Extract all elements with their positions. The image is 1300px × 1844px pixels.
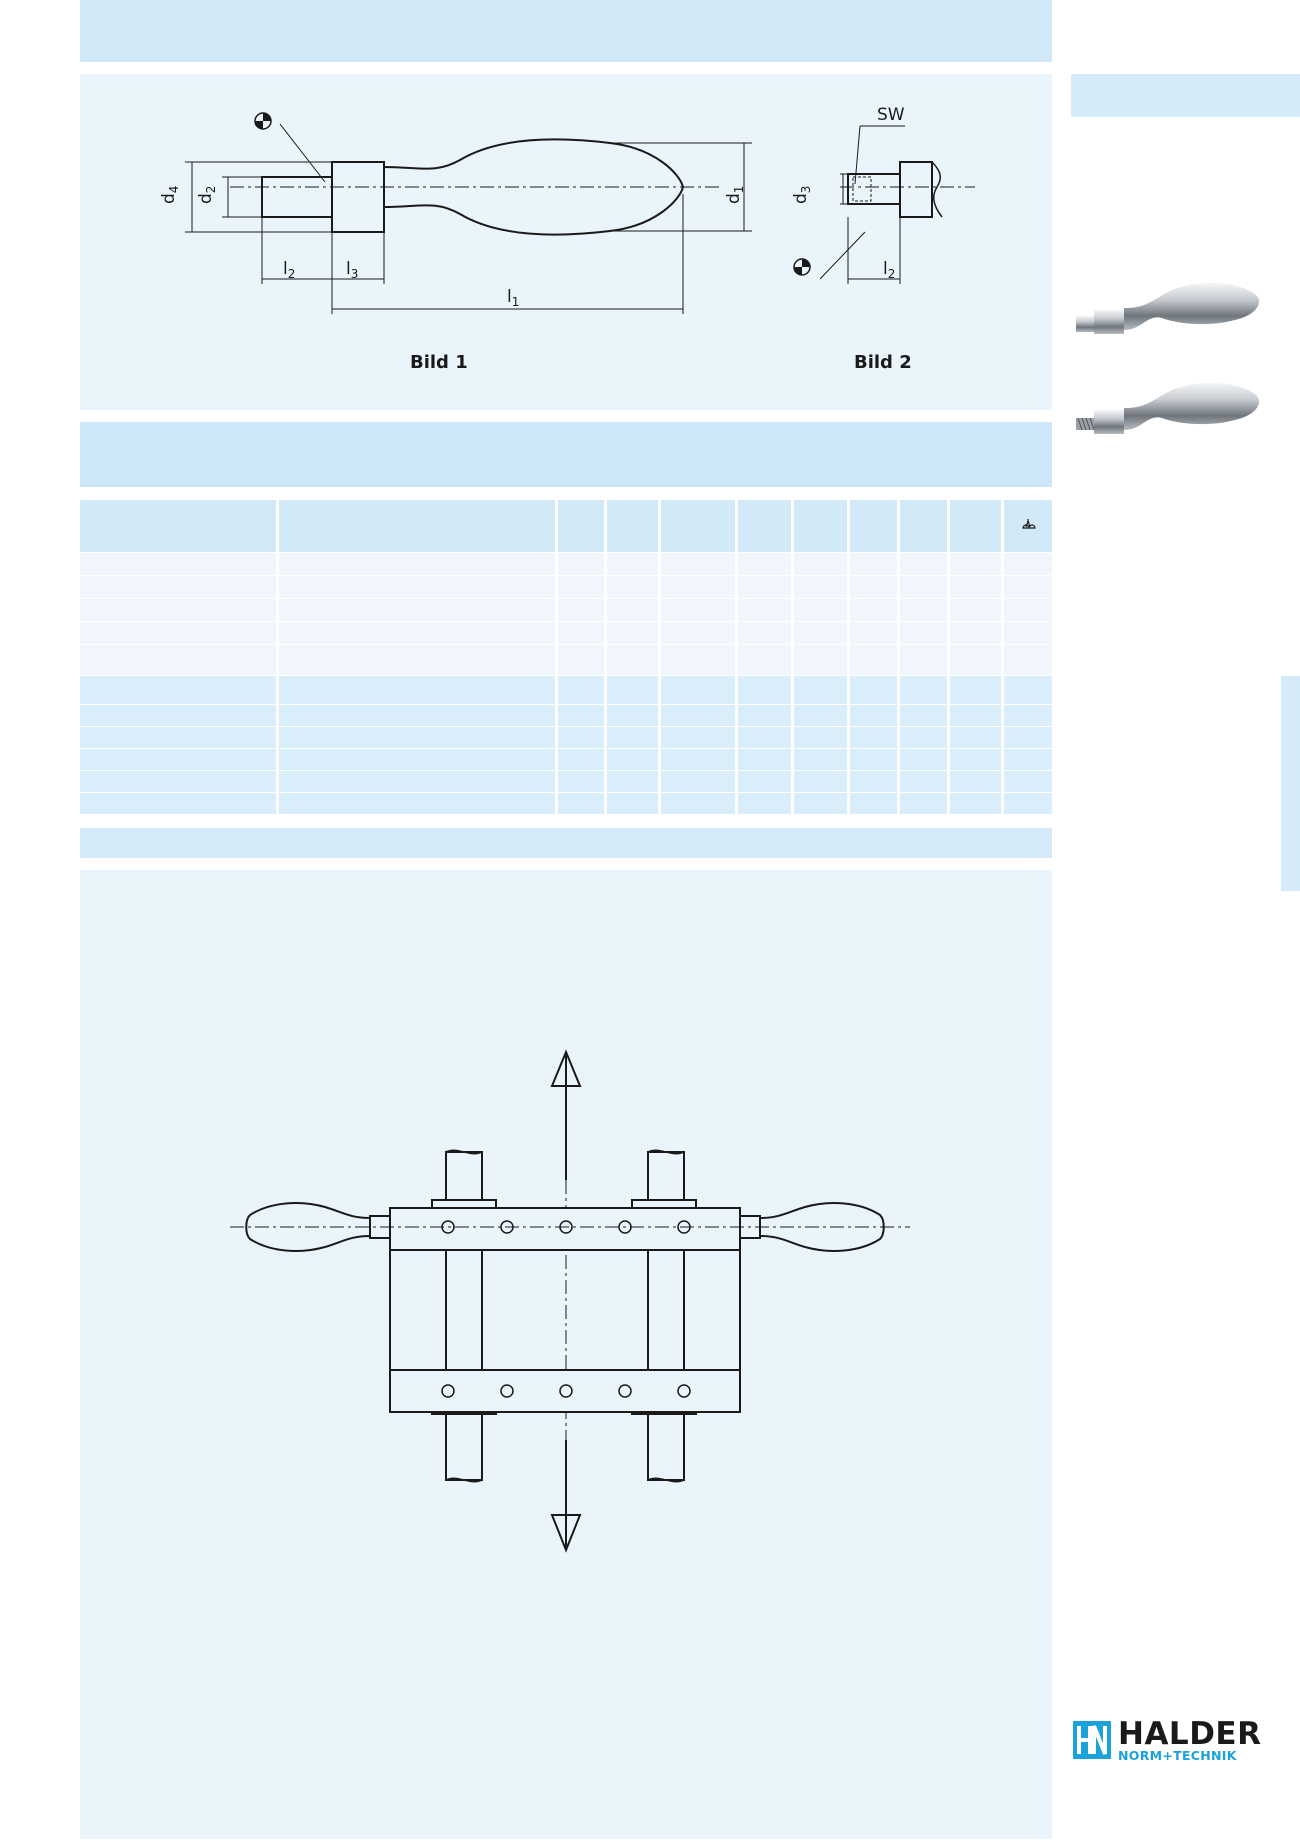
application-drawing-panel [80, 870, 1052, 1839]
header-cell [736, 500, 792, 553]
product-photo-2 [1076, 383, 1259, 434]
header-cell [659, 500, 736, 553]
halder-logo [1072, 1718, 1268, 1762]
table-row [80, 622, 1052, 645]
table-row [80, 705, 1052, 727]
figure-1-drawing [185, 113, 752, 314]
dim-l2: $l_2$ [283, 259, 296, 281]
header-cell [898, 500, 948, 553]
header-cell [792, 500, 848, 553]
table-row [80, 645, 1052, 676]
figure-1-caption: Bild 1 [410, 352, 468, 373]
title-band [80, 0, 1052, 62]
dim-d2: $d_2$ [196, 185, 218, 204]
table-row [80, 749, 1052, 771]
header-cell [556, 500, 605, 553]
product-photos [1072, 272, 1262, 452]
header-cell [277, 500, 556, 553]
header-cell [948, 500, 1002, 553]
dim-d3: $d_3$ [791, 185, 813, 204]
header-cell-weight [1002, 500, 1052, 553]
table-row [80, 676, 1052, 705]
dim-l2-fig2: $l_2$ [883, 259, 896, 281]
table-row [80, 553, 1052, 576]
dim-l1: $l_1$ [507, 287, 520, 309]
figure-2-caption: Bild 2 [854, 352, 912, 373]
table-header-row [80, 500, 1052, 553]
weight-icon [1020, 518, 1036, 530]
header-cell [605, 500, 659, 553]
dim-sw: SW [877, 105, 905, 125]
side-tab [1071, 74, 1300, 117]
product-photo-1 [1076, 283, 1259, 334]
header-cell [80, 500, 277, 553]
table-row [80, 599, 1052, 622]
specification-table [80, 500, 1052, 814]
halder-logo-text: HALDER [1118, 1716, 1262, 1752]
technical-drawing-panel [80, 74, 1052, 410]
side-strip [1281, 676, 1300, 891]
halder-logo-tagline: NORM+TECHNIK [1118, 1748, 1237, 1763]
table-row [80, 771, 1052, 793]
dim-d1: $d_1$ [724, 185, 746, 204]
dim-l3: $l_3$ [346, 259, 359, 281]
table-row [80, 727, 1052, 749]
note-band [80, 828, 1052, 858]
table-row [80, 576, 1052, 599]
halder-logo-icon [1072, 1720, 1112, 1760]
dim-d4: $d_4$ [159, 185, 181, 204]
technical-drawing [80, 74, 1052, 410]
section-band [80, 422, 1052, 487]
table-row [80, 793, 1052, 815]
header-cell [848, 500, 898, 553]
application-drawing [80, 870, 1052, 1839]
